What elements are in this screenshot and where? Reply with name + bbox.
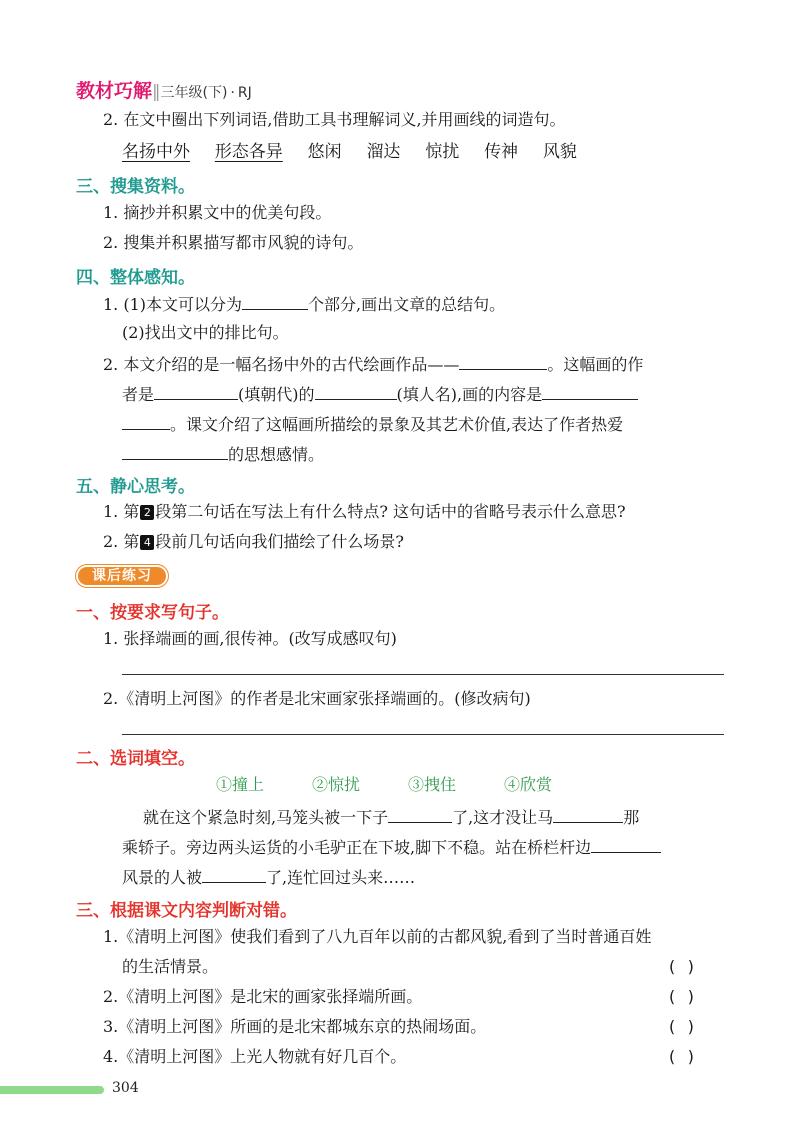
word-item: 传神 bbox=[484, 142, 519, 162]
passage-line: 就在这个紧急时刻,马笼头被一下子 了,这才没让马 那 bbox=[143, 808, 640, 827]
header-separator: ‖ bbox=[152, 82, 161, 102]
answer-blank[interactable] bbox=[242, 293, 308, 310]
grade-label: 三年级(下) bbox=[160, 85, 228, 101]
word-item: 溜达 bbox=[366, 142, 401, 162]
answer-blank[interactable] bbox=[122, 413, 170, 430]
word-item: 悠闲 bbox=[307, 142, 342, 162]
passage-line: 乘轿子。旁边两头运货的小毛驴正在下坡,脚下不稳。站在桥栏杆边 bbox=[122, 836, 661, 858]
paragraph-number-badge: 4 bbox=[140, 535, 154, 550]
word-item: 名扬中外 bbox=[122, 142, 190, 162]
section-title: 三、搜集资料。 bbox=[76, 177, 195, 197]
question-text: 2.《清明上河图》的作者是北宋画家张择端画的。(修改病句) bbox=[103, 689, 531, 708]
option-item: ②惊扰 bbox=[312, 775, 361, 794]
option-item: ①撞上 bbox=[216, 775, 265, 794]
page-number: 304 bbox=[112, 1080, 139, 1096]
answer-parentheses[interactable]: ( ) bbox=[667, 1047, 696, 1066]
after-class-badge: 课后练习 bbox=[76, 565, 168, 587]
judgment-item: 3.《清明上河图》所画的是北宋都城东京的热闹场面。 bbox=[103, 1017, 487, 1036]
answer-line[interactable] bbox=[122, 734, 724, 735]
answer-blank[interactable] bbox=[459, 353, 547, 370]
header-dot: · bbox=[230, 85, 235, 101]
passage-line: 风景的人被 了,连忙回过头来…… bbox=[122, 868, 416, 887]
question-text: 2. 本文介绍的是一幅名扬中外的古代绘画作品—— 。这幅画的作 bbox=[103, 355, 644, 374]
question-text: 。课文介绍了这幅画所描绘的景象及其艺术价值,表达了作者热爱 bbox=[122, 413, 623, 435]
option-item: ④欣赏 bbox=[504, 775, 553, 794]
option-list bbox=[216, 775, 552, 795]
answer-blank[interactable] bbox=[388, 806, 452, 823]
answer-blank[interactable] bbox=[553, 806, 623, 823]
answer-parentheses[interactable]: ( ) bbox=[667, 987, 696, 1006]
exercise-title: 二、选词填空。 bbox=[76, 749, 195, 769]
answer-parentheses[interactable]: ( ) bbox=[667, 1017, 696, 1036]
question-text: (2)找出文中的排比句。 bbox=[122, 323, 289, 342]
judgment-item: 4.《清明上河图》上光人物就有好几百个。 bbox=[103, 1047, 407, 1066]
footer-bar bbox=[0, 1086, 104, 1094]
answer-parentheses[interactable]: ( ) bbox=[667, 957, 696, 976]
answer-blank[interactable] bbox=[315, 383, 397, 400]
section-title: 四、整体感知。 bbox=[76, 268, 195, 288]
answer-blank[interactable] bbox=[542, 383, 638, 400]
list-item: 1. 摘抄并积累文中的优美句段。 bbox=[103, 203, 332, 222]
question-text: 1. 张择端画的画,很传神。(改写成感叹句) bbox=[103, 629, 397, 648]
word-item: 惊扰 bbox=[425, 142, 460, 162]
answer-blank[interactable] bbox=[154, 383, 238, 400]
question-text: 2. 在文中圈出下列词语,借助工具书理解词义,并用画线的词造句。 bbox=[103, 110, 566, 129]
paragraph-number-badge: 2 bbox=[140, 505, 154, 520]
option-item: ③拽住 bbox=[408, 775, 457, 794]
answer-blank[interactable] bbox=[591, 836, 661, 853]
answer-blank[interactable] bbox=[122, 443, 228, 460]
word-list bbox=[122, 142, 577, 162]
list-item: 2. 搜集并积累描写都市风貌的诗句。 bbox=[103, 233, 364, 252]
judgment-item: 的生活情景。 bbox=[122, 957, 219, 976]
answer-line[interactable] bbox=[122, 674, 724, 675]
page-header bbox=[76, 76, 252, 103]
exercise-title: 三、根据课文内容判断对错。 bbox=[76, 901, 297, 921]
answer-blank[interactable] bbox=[202, 866, 266, 883]
word-item: 风貌 bbox=[542, 142, 577, 162]
word-item: 形态各异 bbox=[214, 142, 283, 162]
brand-title: 教材巧解 bbox=[76, 80, 153, 102]
judgment-item: 1.《清明上河图》使我们看到了八九百年以前的古都风貌,看到了当时普通百姓 bbox=[103, 927, 652, 946]
section-title: 五、静心思考。 bbox=[76, 477, 195, 497]
question-text: 者是 (填朝代)的 (填人名),画的内容是 bbox=[122, 383, 638, 405]
question-text: 1. 第 2 段第二句话在写法上有什么特点? 这句话中的省略号表示什么意思? bbox=[103, 502, 626, 521]
question-text: 1. (1)本文可以分为 个部分,画出文章的总结句。 bbox=[103, 295, 506, 314]
question-text: 的思想感情。 bbox=[122, 443, 324, 465]
question-text: 2. 第 4 段前几句话向我们描绘了什么场景? bbox=[103, 532, 404, 551]
edition-label: RJ bbox=[237, 85, 252, 101]
exercise-title: 一、按要求写句子。 bbox=[76, 603, 229, 623]
judgment-item: 2.《清明上河图》是北宋的画家张择端所画。 bbox=[103, 987, 423, 1006]
